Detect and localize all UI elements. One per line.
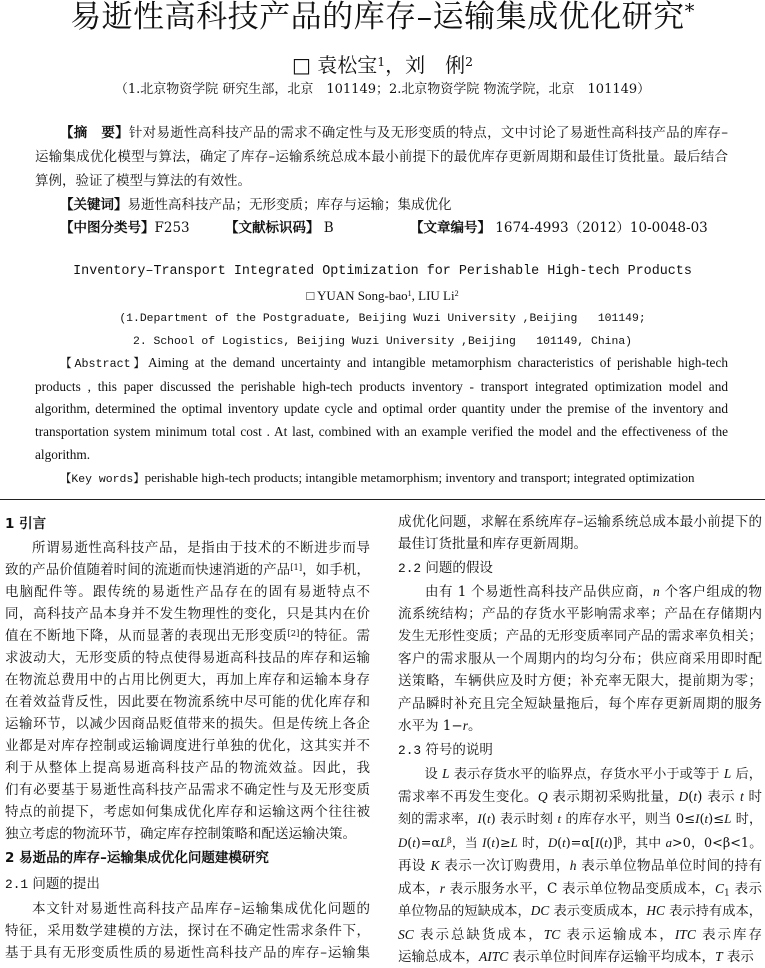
text-line bbox=[5, 713, 370, 735]
text-run: 2. School of Logistics, Beijing Wuzi University ,Beijing 101149, China) bbox=[133, 336, 632, 348]
text-run: ( bbox=[699, 812, 705, 828]
mono-label: 【Abstract】 bbox=[60, 357, 148, 371]
affiliation-en bbox=[0, 308, 765, 354]
text-run: 基于具有无形变质性质的易逝性高科技产品的库存–运输集 bbox=[5, 945, 370, 961]
text-line bbox=[398, 878, 762, 900]
text-run: 在着效益背反性，因此要在物流系统中尽可能的优化库存和 bbox=[5, 694, 370, 710]
text-line bbox=[398, 855, 762, 877]
text-line bbox=[398, 670, 762, 692]
text-run: Aiming at the demand uncertainty and intangible metamorphism characteristics of perishable high-tech bbox=[147, 355, 728, 370]
text-run: 再设 bbox=[398, 858, 431, 875]
text-line bbox=[35, 352, 728, 376]
text-run: 最佳订货批量和库存更新周期。 bbox=[398, 536, 587, 553]
math-symbol: I bbox=[482, 835, 487, 850]
text-run: 所谓易逝性高科技产品，是指由于技术的不断进步而导 bbox=[32, 540, 370, 556]
math-symbol: HC bbox=[646, 903, 665, 919]
text-run: )] bbox=[607, 835, 618, 851]
text-run: 。 bbox=[467, 718, 482, 735]
abstract-cn bbox=[35, 121, 728, 193]
section-divider bbox=[0, 499, 765, 500]
text-run: 求波动大，无形变质的特点使得易逝高科技品的库存和运输 bbox=[5, 650, 370, 666]
text-line bbox=[35, 376, 728, 399]
text-line bbox=[398, 900, 762, 923]
text-line bbox=[398, 533, 762, 555]
text-line bbox=[5, 823, 370, 845]
text-line bbox=[398, 693, 762, 715]
text-run: 表示总缺货成本， bbox=[413, 926, 544, 943]
math-symbol: L bbox=[440, 835, 448, 850]
classification-number bbox=[60, 217, 190, 239]
right-column bbox=[398, 511, 762, 968]
text-line bbox=[0, 331, 765, 354]
math-symbol: n bbox=[653, 583, 660, 599]
text-run: (1.Department of the Postgraduate, Beijing Wuzi University ,Beijing 101149; bbox=[119, 313, 646, 325]
subsection-heading bbox=[5, 871, 370, 898]
text-run: 问题的提出 bbox=[28, 876, 100, 892]
text-run: 在物流总费用中的占用比例更大，再加上库存和运输本身存 bbox=[5, 672, 370, 688]
superscript: 2 bbox=[454, 288, 459, 298]
subsection-heading bbox=[398, 738, 762, 763]
text-run: 1 引言 bbox=[5, 516, 47, 532]
math-symbol: L bbox=[510, 835, 518, 850]
text-run: ，其中 bbox=[622, 835, 666, 851]
superscript: β bbox=[617, 835, 623, 845]
superscript: 1 bbox=[407, 288, 412, 298]
math-symbol: t bbox=[704, 811, 709, 827]
superscript: [2] bbox=[287, 627, 300, 638]
text-run: 送策略，车辆供应及时方便；补充率无限大，提前期为零； bbox=[398, 673, 762, 690]
text-line bbox=[5, 537, 370, 559]
text-run: 利于从整体上提高易逝高科技产品的物流效益。因此，我 bbox=[5, 760, 370, 776]
keywords-en bbox=[60, 467, 728, 491]
mono-label: 2.1 bbox=[5, 877, 29, 892]
superscript: 2 bbox=[465, 53, 474, 69]
paragraph bbox=[5, 898, 370, 964]
text-run: 表示存货水平的临界点，存货水平小于或等于 bbox=[449, 766, 724, 782]
text-run: >0，0<β<1。 bbox=[672, 835, 762, 851]
affiliation-cn bbox=[0, 80, 765, 100]
text-line bbox=[398, 603, 762, 625]
math-symbol: D bbox=[547, 835, 558, 850]
text-run: products , this paper discussed the perishable high-tech products inventory - transport integrated optimization model and bbox=[35, 378, 728, 394]
math-symbol: I bbox=[695, 811, 700, 827]
text-run: 运输总成本， bbox=[398, 948, 479, 965]
text-run: 表示持有成本， bbox=[664, 904, 762, 920]
text-run: 运输集成优化模型与算法，确定了库存–运输系统总成本最小前提下的最优库存更新周期和最佳订货批量。最后结合 bbox=[35, 149, 728, 165]
text-run: ( bbox=[486, 835, 492, 851]
text-line bbox=[5, 779, 370, 801]
text-run: 运输环节，以减少因商品贬值带来的损失。但是传统上各企 bbox=[5, 716, 370, 732]
text-run: 时 bbox=[743, 789, 762, 806]
text-run: ，如手机， bbox=[302, 562, 370, 578]
text-line bbox=[5, 691, 370, 713]
text-line bbox=[398, 511, 762, 533]
text-run: ，刘 俐 bbox=[385, 53, 466, 77]
text-run: 产品瞬时补充且完全短缺量拖后，每个库存更新周期的服务 bbox=[398, 695, 762, 712]
text-run: ( bbox=[688, 789, 694, 806]
authors-cn bbox=[0, 52, 765, 78]
math-symbol: t bbox=[486, 811, 491, 827]
text-line bbox=[0, 308, 765, 331]
subsection-heading bbox=[398, 556, 762, 581]
math-symbol: K bbox=[430, 858, 440, 874]
text-run: 问题的假设 bbox=[421, 559, 493, 576]
text-run: 由有 1 个易逝性高科技产品供应商， bbox=[425, 583, 654, 600]
text-run: 特征，采用数学建模的方法，探讨在不确定性需求条件下， bbox=[5, 923, 370, 939]
text-run: , LIU Li bbox=[411, 288, 455, 303]
text-run: 独立考虑的物流环节，确定库存控制策略和配送运输决策。 bbox=[5, 826, 356, 842]
math-symbol: t bbox=[557, 811, 562, 827]
superscript: [1] bbox=[290, 561, 303, 572]
text-run: ，当 bbox=[451, 835, 483, 851]
text-run: 致的产品价值随着时间的流逝而快速消逝的产品 bbox=[5, 562, 291, 578]
text-line bbox=[5, 898, 370, 920]
text-run: 表示 bbox=[722, 948, 754, 965]
text-line bbox=[35, 444, 728, 467]
math-symbol: TC bbox=[543, 926, 561, 942]
text-run: 表示单位物品单位时间的持有 bbox=[576, 858, 762, 875]
text-run: 水平为 1− bbox=[398, 718, 463, 735]
authors-en bbox=[0, 286, 765, 306]
text-run: 的库存水平，则当 0≤ bbox=[561, 812, 696, 828]
text-run: algorithm, determined the optimal inventory update cycle and optimal order quantity under the premise of the inventory and bbox=[35, 401, 728, 417]
paragraph bbox=[398, 581, 762, 738]
text-run: 2 易逝品的库存–运输集成优化问题建模研究 bbox=[5, 850, 269, 866]
text-run: 单位物品的短缺成本， bbox=[398, 904, 531, 920]
text-run: 业都是对库存控制或运输调度进行单独的优化，这其实并不 bbox=[5, 738, 370, 754]
text-run: 值在不断地下降，从而显著的表现出无形变质 bbox=[5, 628, 288, 644]
text-line bbox=[398, 626, 762, 648]
text-run: 符号的说明 bbox=[421, 741, 493, 758]
text-run: 发生无形性变质；产品的无形变质率同产品的需求率负相关； bbox=[398, 628, 762, 644]
keywords-cn bbox=[60, 194, 728, 216]
math-symbol: L bbox=[723, 765, 732, 781]
bold-label: 【摘 要】 bbox=[60, 125, 129, 141]
text-run: 本文针对易逝性高科技产品库存–运输集成优化问题的 bbox=[32, 901, 370, 917]
text-line bbox=[5, 669, 370, 691]
math-symbol: C bbox=[715, 880, 725, 896]
math-symbol: t bbox=[412, 835, 416, 850]
text-run: 的特征。需 bbox=[299, 628, 370, 644]
text-line bbox=[398, 786, 762, 808]
text-run: □ 袁松宝 bbox=[291, 53, 378, 77]
text-run: 成优化问题，求解在系统库存–运输系统总成本最小前提下的 bbox=[398, 514, 762, 530]
text-run: ( bbox=[557, 835, 563, 851]
mono-label: 【Key words】 bbox=[60, 473, 145, 486]
text-run: 成本， bbox=[398, 880, 440, 897]
text-run: 设 bbox=[424, 766, 443, 782]
math-symbol: D bbox=[678, 789, 689, 805]
math-symbol: T bbox=[715, 948, 723, 964]
math-symbol: t bbox=[562, 835, 566, 850]
text-line bbox=[5, 559, 370, 581]
text-run: ( bbox=[407, 835, 413, 851]
math-symbol: SC bbox=[398, 926, 414, 942]
text-run: （1.北京物资学院 研究生部，北京 101149；2.北京物资学院 物流学院，北京 101149） bbox=[114, 82, 651, 97]
text-run: ) 表示时刻 bbox=[490, 812, 558, 828]
math-symbol: DC bbox=[530, 903, 550, 919]
text-run: 个客户组成的物 bbox=[659, 583, 762, 600]
text-run: transportation system minimum total cost . At last, combined with an example verified the model and the effectiveness of the bbox=[35, 424, 728, 440]
text-run: 1674-4993（2012）10-0048-03 bbox=[491, 220, 708, 236]
text-line bbox=[398, 832, 762, 855]
text-line bbox=[5, 647, 370, 669]
text-run: 易逝性高科技产品；无形变质；库存与运输；集成优化 bbox=[127, 197, 452, 213]
superscript: * bbox=[684, 0, 695, 23]
math-symbol: t bbox=[604, 835, 608, 850]
math-symbol: D bbox=[398, 835, 408, 850]
text-line bbox=[398, 648, 762, 670]
math-symbol: r bbox=[439, 880, 445, 896]
text-run: 算例，验证了模型与算法的有效性。 bbox=[35, 173, 251, 189]
text-run: B bbox=[319, 220, 334, 236]
text-run: 同，高科技产品本身并不发生物理性的变化，只是其内在价 bbox=[5, 606, 370, 622]
text-run: )=α[ bbox=[565, 835, 595, 851]
text-run: 表示一次订购费用， bbox=[439, 858, 570, 875]
text-run: F253 bbox=[154, 220, 190, 236]
text-line bbox=[35, 421, 728, 444]
text-run: 针对易逝性高科技产品的需求不确定性与及无形变质的特点，文中讨论了易逝性高科技产品的库存– bbox=[128, 125, 728, 141]
text-line bbox=[35, 145, 728, 169]
math-symbol: t bbox=[739, 789, 744, 805]
text-run: ) 表示 bbox=[697, 789, 740, 806]
superscript: 1 bbox=[377, 53, 386, 69]
mono-label: 2.2 bbox=[398, 560, 422, 576]
text-run: )≤ bbox=[708, 812, 725, 828]
math-symbol: t bbox=[491, 835, 495, 850]
text-run: 后， bbox=[731, 766, 762, 782]
title-en-text: Inventory–Transport Integrated Optimization for Perishable High-tech Products bbox=[73, 264, 692, 279]
math-symbol: I bbox=[477, 811, 482, 827]
text-line bbox=[398, 715, 762, 737]
bold-label: 【关键词】 bbox=[60, 197, 128, 213]
title-en bbox=[0, 262, 765, 282]
text-run: 表示单位时间库存运输平均成本， bbox=[508, 948, 716, 965]
text-line bbox=[398, 924, 762, 946]
text-run: 电脑配件等。跟传统的易逝性产品存在的固有易逝特点不 bbox=[5, 584, 370, 600]
text-line bbox=[5, 603, 370, 625]
paragraph bbox=[5, 537, 370, 845]
text-run: 表示 bbox=[729, 880, 762, 897]
left-column bbox=[5, 511, 370, 964]
text-run: 时， bbox=[731, 812, 762, 828]
text-line bbox=[398, 808, 762, 831]
text-line bbox=[5, 942, 370, 964]
text-line bbox=[5, 625, 370, 647]
text-run: 们有必要基于易逝性高科技产品需求不确定性与及无形变质 bbox=[5, 782, 370, 798]
text-run: 表示服务水平，C 表示单位物品变质成本， bbox=[444, 880, 716, 897]
text-run: 时， bbox=[517, 835, 548, 851]
text-run: 流系统结构；产品的存货水平影响需求率；产品在存储期内 bbox=[398, 606, 762, 623]
paper-title bbox=[0, 0, 765, 34]
text-run: 表示变质成本， bbox=[549, 904, 647, 920]
bold-label: 【中图分类号】 bbox=[60, 220, 155, 236]
text-line bbox=[5, 757, 370, 779]
text-run: 客户的需求服从一个周期内的均匀分布；供应商采用即时配 bbox=[398, 651, 762, 668]
section-heading bbox=[5, 511, 370, 537]
math-symbol: a bbox=[665, 835, 673, 850]
text-line bbox=[5, 801, 370, 823]
text-line bbox=[35, 121, 728, 145]
math-symbol: L bbox=[442, 765, 450, 781]
superscript: β bbox=[447, 835, 452, 845]
text-line bbox=[398, 763, 762, 786]
text-run: ( bbox=[599, 835, 605, 851]
paragraph bbox=[398, 511, 762, 556]
math-symbol: t bbox=[693, 789, 698, 805]
math-symbol: ITC bbox=[674, 926, 696, 942]
math-symbol: h bbox=[569, 858, 577, 874]
math-symbol: r bbox=[462, 718, 468, 734]
text-run: 需求率不再发生变化。 bbox=[398, 789, 538, 806]
article-number bbox=[410, 217, 708, 239]
math-symbol: I bbox=[594, 835, 600, 850]
math-symbol: AITC bbox=[479, 948, 509, 964]
text-run: 表示库存 bbox=[695, 926, 762, 943]
text-line bbox=[398, 946, 762, 968]
text-line bbox=[398, 581, 762, 603]
section-heading bbox=[5, 845, 370, 871]
text-run: )≥ bbox=[494, 835, 511, 851]
text-line bbox=[35, 169, 728, 193]
text-run: 特点的前提下，考虑如何集成优化库存和运输这两个往往被 bbox=[5, 804, 370, 820]
document-code bbox=[225, 217, 334, 239]
math-symbol: Q bbox=[537, 789, 548, 805]
paragraph bbox=[398, 763, 762, 968]
text-run: □ YUAN Song-bao bbox=[306, 288, 408, 303]
text-run: 表示运输成本， bbox=[560, 926, 675, 943]
subscript: 1 bbox=[724, 886, 730, 898]
abstract-en bbox=[35, 352, 728, 467]
text-line bbox=[35, 398, 728, 421]
text-run: 刻的需求率， bbox=[398, 812, 478, 828]
text-run: ( bbox=[481, 812, 487, 828]
text-run: 表示期初采购批量， bbox=[547, 789, 679, 806]
bold-label: 【文献标识码】 bbox=[225, 220, 320, 236]
mono-label: 2.3 bbox=[398, 742, 422, 758]
text-line bbox=[5, 735, 370, 757]
text-run: 易逝性高科技产品的库存–运输集成优化研究 bbox=[70, 0, 685, 35]
bold-label: 【文章编号】 bbox=[410, 220, 491, 236]
article-classification-row bbox=[60, 217, 728, 239]
text-run: )=α bbox=[415, 835, 441, 851]
text-run: algorithm. bbox=[35, 446, 91, 462]
text-line bbox=[5, 920, 370, 942]
math-symbol: L bbox=[724, 811, 732, 827]
text-line bbox=[5, 581, 370, 603]
text-run: perishable high-tech products; intangible metamorphism; inventory and transport; integrated optimization bbox=[144, 470, 695, 485]
